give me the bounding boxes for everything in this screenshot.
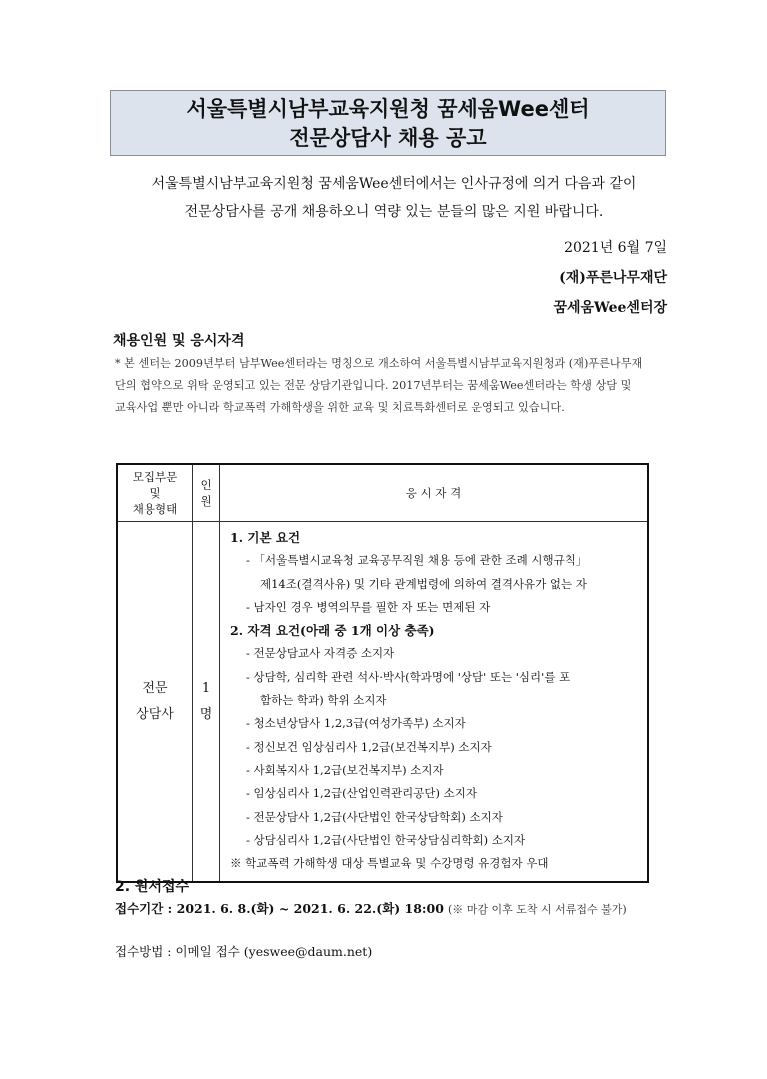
- qualification-requirements-title: 2. 자격 요건(아래 중 1개 이상 충족): [230, 623, 435, 639]
- table-header-row: [117, 464, 648, 522]
- table-row: [117, 522, 648, 883]
- qual-item-2b: 함하는 학과) 학위 소지자: [260, 693, 387, 708]
- qual-item-7: - 전문상담사 1,2급(사단법인 한국상담학회) 소지자: [246, 809, 503, 824]
- basic-item-2: - 남자인 경우 병역의무를 필한 자 또는 면제된 자: [246, 599, 491, 614]
- title-box: [110, 90, 666, 156]
- qual-item-3: - 청소년상담사 1,2,3급(여성가족부) 소지자: [246, 716, 466, 731]
- application-method: 접수방법 : 이메일 접수 (yeswee@daum.net): [115, 944, 373, 959]
- preference-note: ※ 학교폭력 가해학생 대상 특별교육 및 수강명령 유경험자 우대: [230, 856, 549, 871]
- header-category: [117, 464, 193, 522]
- title-line2: 전문상담사 채용 공고: [289, 126, 487, 150]
- category-l1: 전문: [142, 680, 168, 696]
- count-number: 1: [201, 680, 211, 696]
- section2-heading: 2. 원서접수: [115, 879, 190, 895]
- header-category-l3: 채용형태: [132, 502, 178, 516]
- announcement-date: 2021년 6월 7일: [564, 240, 667, 256]
- header-category-l2: 및: [149, 486, 161, 500]
- count-unit: 명: [199, 706, 213, 722]
- basic-item-1a: - 「서울특별시교육청 교육공무직원 채용 등에 관한 조례 시행규칙」: [246, 553, 588, 568]
- category-l2: 상담사: [136, 706, 174, 722]
- qualification-cell: [220, 522, 649, 883]
- qual-item-4: - 정신보건 임상심리사 1,2급(보건복지부) 소지자: [246, 739, 492, 754]
- qual-item-5: - 사회복지사 1,2급(보건복지부) 소지자: [246, 762, 444, 777]
- qual-item-8: - 상담심리사 1,2급(사단법인 한국상담심리학회) 소지자: [246, 832, 526, 847]
- header-category-l1: 모집부문: [132, 470, 178, 484]
- application-period: [115, 898, 655, 921]
- foundation-name: (재)푸른나무재단: [559, 270, 667, 286]
- center-note: * 본 센터는 2009년부터 남부Wee센터라는 명칭으로 개소하여 서울특별시남부교육지원청과 (재)푸른나무재단의 협약으로 위탁 운영되고 있는 전문 상담기관입니다. 2017년부터는 꿈세움Wee센터라는 학생 상담 및 교육사업 뿐만 아니라 학교폭력 가해학생을 위한 교육 및 치료특화센터로 운영되고 있습니다.: [115, 357, 643, 414]
- signature-block: [553, 233, 667, 323]
- qual-item-2a: - 상담학, 심리학 관련 석사·박사(학과명에 '상담' 또는 '심리'를 포: [246, 669, 571, 684]
- category-cell: [117, 522, 193, 883]
- header-count-l2: 원: [200, 494, 212, 508]
- intro-line1: 서울특별시남부교육지원청 꿈세움Wee센터에서는 인사규정에 의거 다음과 같이: [151, 176, 637, 192]
- qual-item-6: - 임상심리사 1,2급(산업인력관리공단) 소지자: [246, 786, 477, 801]
- period-note: (※ 마감 이후 도착 시 서류접수 불가): [447, 903, 627, 916]
- basic-requirements-title: 1. 기본 요건: [230, 530, 301, 545]
- qual-item-1: - 전문상담교사 자격증 소지자: [246, 646, 395, 661]
- title-line1: 서울특별시남부교육지원청 꿈세움Wee센터: [186, 97, 590, 121]
- intro-line2: 전문상담사를 공개 채용하오니 역량 있는 분들의 많은 지원 바랍니다.: [184, 204, 604, 220]
- count-cell: [193, 522, 220, 883]
- period-text: 접수기간 : 2021. 6. 8.(화) ~ 2021. 6. 22.(화) 18:00: [115, 901, 444, 916]
- header-count: [193, 464, 220, 522]
- header-count-l1: 인: [200, 478, 212, 492]
- requirements-table: [116, 463, 649, 883]
- header-qualification: 응 시 자 격: [220, 464, 649, 522]
- intro-paragraph: [114, 170, 674, 226]
- section1-heading: 채용인원 및 응시자격: [113, 333, 245, 349]
- basic-item-1b: 제14조(결격사유) 및 기타 관계법령에 의하여 결격사유가 없는 자: [260, 576, 587, 591]
- center-head: 꿈세움Wee센터장: [553, 300, 667, 316]
